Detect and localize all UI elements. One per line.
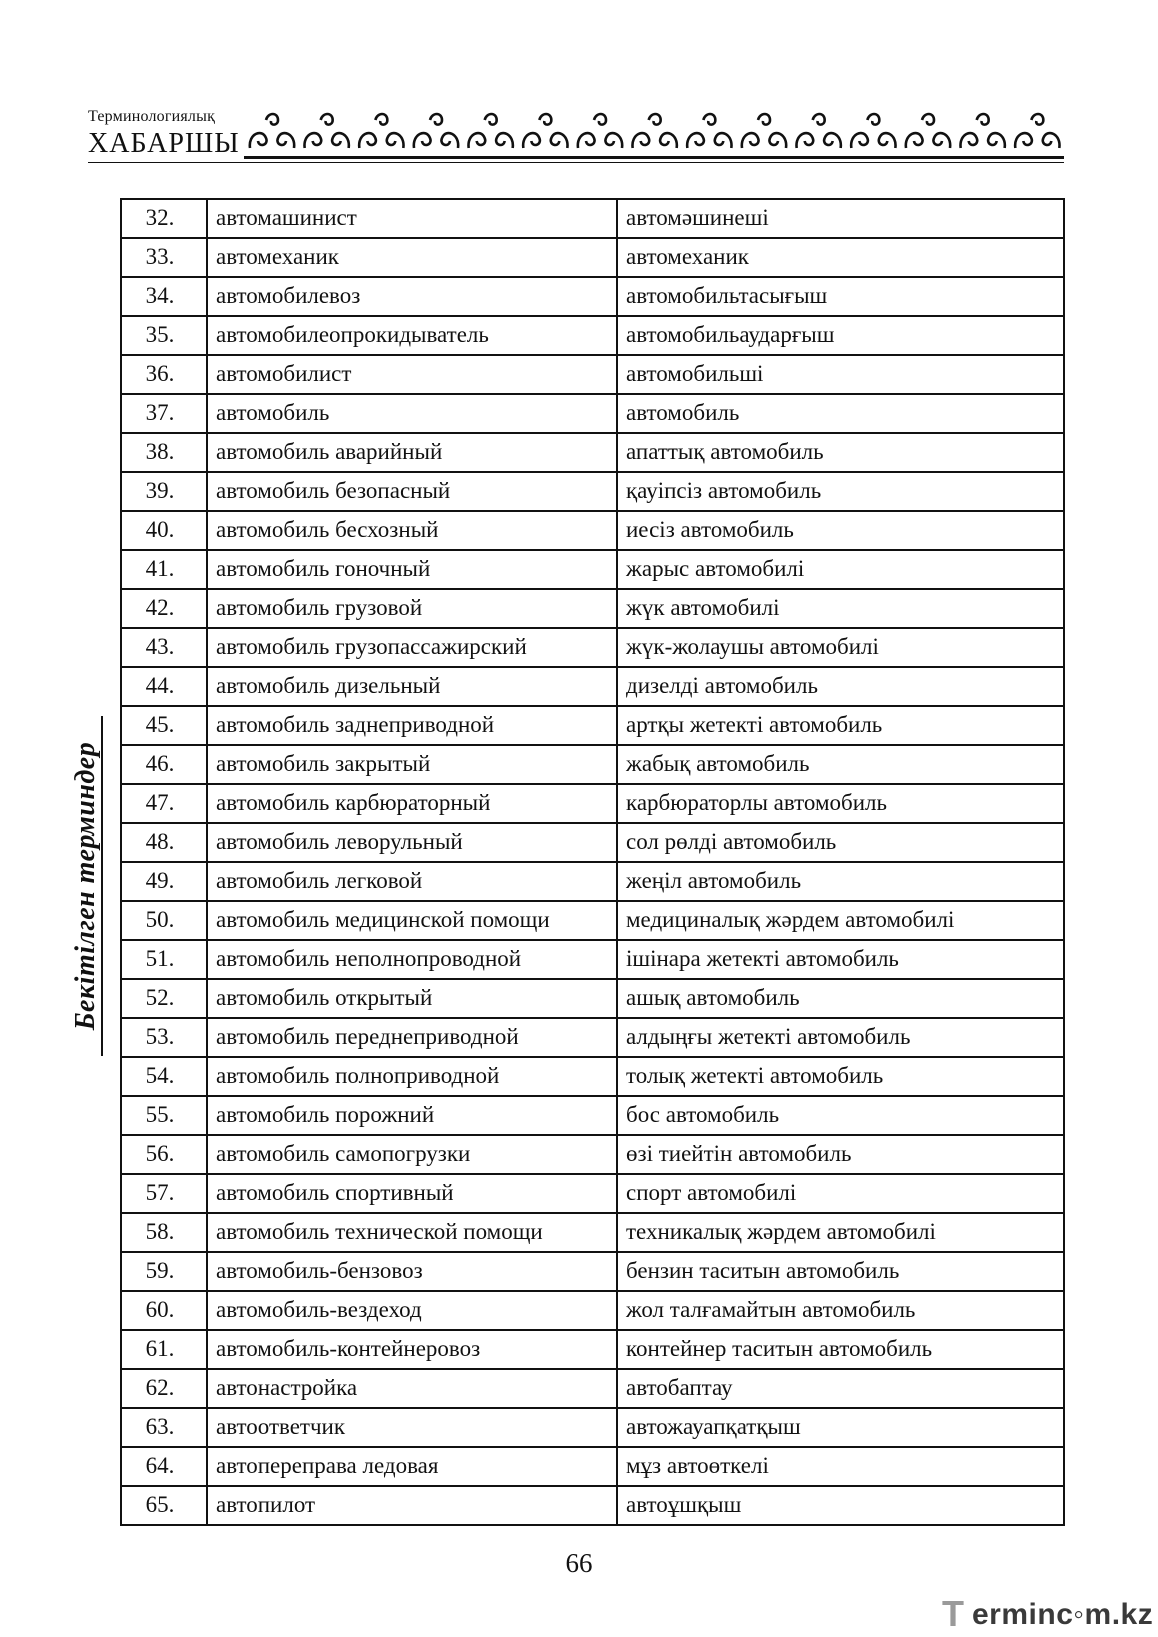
table-row: [121, 550, 1064, 589]
term-number: 35.: [121, 316, 207, 355]
ornament-motif: [796, 114, 840, 148]
term-russian: автопереправа ледовая: [207, 1447, 617, 1486]
table-row: [121, 940, 1064, 979]
table-row: [121, 1252, 1064, 1291]
term-russian: автомобиль: [207, 394, 617, 433]
term-kazakh: бос автомобиль: [617, 1096, 1064, 1135]
table-row: [121, 979, 1064, 1018]
term-russian: автомобиль грузопассажирский: [207, 628, 617, 667]
term-kazakh: толық жетекті автомобиль: [617, 1057, 1064, 1096]
header-title: ХАБАРШЫ: [88, 128, 240, 159]
term-russian: автомобиль дизельный: [207, 667, 617, 706]
term-russian: автомобиль леворульный: [207, 823, 617, 862]
term-russian: автонастройка: [207, 1369, 617, 1408]
term-kazakh: жүк-жолаушы автомобилі: [617, 628, 1064, 667]
term-kazakh: дизелді автомобиль: [617, 667, 1064, 706]
term-number: 63.: [121, 1408, 207, 1447]
term-kazakh: автомәшинеші: [617, 199, 1064, 238]
term-russian: автомобиль легковой: [207, 862, 617, 901]
watermark-text: erminc◦m.kz: [972, 1598, 1154, 1631]
table-row: [121, 1330, 1064, 1369]
term-number: 44.: [121, 667, 207, 706]
term-number: 33.: [121, 238, 207, 277]
term-russian: автомобиль аварийный: [207, 433, 617, 472]
term-number: 50.: [121, 901, 207, 940]
table-row: [121, 1369, 1064, 1408]
table-row: [121, 589, 1064, 628]
term-number: 40.: [121, 511, 207, 550]
table-row: [121, 1018, 1064, 1057]
ornament-motif: [304, 114, 348, 148]
term-number: 55.: [121, 1096, 207, 1135]
table-row: [121, 1291, 1064, 1330]
term-number: 56.: [121, 1135, 207, 1174]
ornament-motif: [414, 114, 458, 148]
ornament-motif: [468, 114, 512, 148]
table-row: [121, 433, 1064, 472]
term-kazakh: ашық автомобиль: [617, 979, 1064, 1018]
term-number: 37.: [121, 394, 207, 433]
terms-table: [120, 198, 1065, 1526]
table-row: [121, 745, 1064, 784]
table-row: [121, 1135, 1064, 1174]
table-row: [121, 1174, 1064, 1213]
term-russian: автомобиль самопогрузки: [207, 1135, 617, 1174]
ornament-motif: [578, 114, 622, 148]
watermark-initial: T: [942, 1593, 964, 1634]
table-row: [121, 628, 1064, 667]
header-rule-thin: [88, 162, 1064, 163]
term-number: 59.: [121, 1252, 207, 1291]
term-russian: автомобиль безопасный: [207, 472, 617, 511]
table-row: [121, 1213, 1064, 1252]
term-kazakh: техникалық жәрдем автомобилі: [617, 1213, 1064, 1252]
term-kazakh: жабық автомобиль: [617, 745, 1064, 784]
term-russian: автомобиль открытый: [207, 979, 617, 1018]
term-number: 64.: [121, 1447, 207, 1486]
term-number: 51.: [121, 940, 207, 979]
term-number: 34.: [121, 277, 207, 316]
ornament-motif: [687, 114, 731, 148]
term-kazakh: автомеханик: [617, 238, 1064, 277]
term-number: 57.: [121, 1174, 207, 1213]
term-number: 61.: [121, 1330, 207, 1369]
term-kazakh: спорт автомобилі: [617, 1174, 1064, 1213]
term-russian: автомобиль карбюраторный: [207, 784, 617, 823]
table-row: [121, 784, 1064, 823]
table-row: [121, 1096, 1064, 1135]
term-number: 36.: [121, 355, 207, 394]
term-number: 38.: [121, 433, 207, 472]
term-russian: автомобиль спортивный: [207, 1174, 617, 1213]
term-number: 62.: [121, 1369, 207, 1408]
term-kazakh: автомобиль: [617, 394, 1064, 433]
term-russian: автомобиль полноприводной: [207, 1057, 617, 1096]
table-row: [121, 199, 1064, 238]
term-number: 58.: [121, 1213, 207, 1252]
term-russian: автомобилист: [207, 355, 617, 394]
table-row: [121, 1408, 1064, 1447]
term-russian: автомобиль порожний: [207, 1096, 617, 1135]
term-kazakh: автомобильаударғыш: [617, 316, 1064, 355]
table-row: [121, 1057, 1064, 1096]
term-russian: автомобиль-бензовоз: [207, 1252, 617, 1291]
term-russian: автоответчик: [207, 1408, 617, 1447]
term-kazakh: жеңіл автомобиль: [617, 862, 1064, 901]
table-row: [121, 316, 1064, 355]
ornament-motif: [632, 114, 676, 148]
ornament-motif: [742, 114, 786, 148]
table-row: [121, 1447, 1064, 1486]
term-kazakh: автомобильші: [617, 355, 1064, 394]
table-row: [121, 667, 1064, 706]
term-kazakh: жол талғамайтын автомобиль: [617, 1291, 1064, 1330]
term-kazakh: контейнер таситын автомобиль: [617, 1330, 1064, 1369]
term-russian: автомобилевоз: [207, 277, 617, 316]
term-russian: автомашинист: [207, 199, 617, 238]
term-kazakh: бензин таситын автомобиль: [617, 1252, 1064, 1291]
term-number: 54.: [121, 1057, 207, 1096]
term-number: 60.: [121, 1291, 207, 1330]
ornament-border: [244, 108, 1064, 154]
ornament-motif: [523, 114, 567, 148]
ornament-motif: [1015, 114, 1059, 148]
term-russian: автомобиль гоночный: [207, 550, 617, 589]
term-russian: автомобиль переднеприводной: [207, 1018, 617, 1057]
table-row: [121, 862, 1064, 901]
term-number: 47.: [121, 784, 207, 823]
term-number: 49.: [121, 862, 207, 901]
term-number: 39.: [121, 472, 207, 511]
table-row: [121, 706, 1064, 745]
term-kazakh: қауіпсіз автомобиль: [617, 472, 1064, 511]
ornament-motif: [250, 114, 294, 148]
term-russian: автомобилеопрокидыватель: [207, 316, 617, 355]
term-kazakh: апаттық автомобиль: [617, 433, 1064, 472]
table-row: [121, 238, 1064, 277]
ornament-motif: [851, 114, 895, 148]
term-kazakh: ішінара жетекті автомобиль: [617, 940, 1064, 979]
table-row: [121, 823, 1064, 862]
term-number: 32.: [121, 199, 207, 238]
term-number: 43.: [121, 628, 207, 667]
term-kazakh: автоұшқыш: [617, 1486, 1064, 1525]
term-kazakh: медициналық жәрдем автомобилі: [617, 901, 1064, 940]
term-russian: автомобиль заднеприводной: [207, 706, 617, 745]
ornament-motif: [906, 114, 950, 148]
term-russian: автомобиль медицинской помощи: [207, 901, 617, 940]
table-row: [121, 511, 1064, 550]
table-row: [121, 901, 1064, 940]
term-kazakh: өзі тиейтін автомобиль: [617, 1135, 1064, 1174]
term-russian: автомобиль неполнопроводной: [207, 940, 617, 979]
term-kazakh: алдыңғы жетекті автомобиль: [617, 1018, 1064, 1057]
term-russian: автомобиль-вездеход: [207, 1291, 617, 1330]
term-number: 42.: [121, 589, 207, 628]
table-row: [121, 1486, 1064, 1525]
term-kazakh: жүк автомобилі: [617, 589, 1064, 628]
ornament-motif: [359, 114, 403, 148]
term-kazakh: иесіз автомобиль: [617, 511, 1064, 550]
terms-table-body: [121, 199, 1064, 1525]
site-watermark: [942, 1594, 1152, 1634]
term-number: 46.: [121, 745, 207, 784]
term-russian: автомобиль закрытый: [207, 745, 617, 784]
term-russian: автомобиль-контейнеровоз: [207, 1330, 617, 1369]
side-rule: [101, 716, 103, 1056]
term-russian: автомеханик: [207, 238, 617, 277]
term-kazakh: мұз автоөткелі: [617, 1447, 1064, 1486]
side-label-text: Бекітілген терминдер: [70, 741, 101, 1031]
term-number: 65.: [121, 1486, 207, 1525]
term-kazakh: автомобильтасығыш: [617, 277, 1064, 316]
table-row: [121, 277, 1064, 316]
term-russian: автомобиль технической помощи: [207, 1213, 617, 1252]
page-header: [88, 108, 1064, 164]
term-russian: автомобиль грузовой: [207, 589, 617, 628]
term-number: 53.: [121, 1018, 207, 1057]
table-row: [121, 355, 1064, 394]
term-kazakh: автожауапқатқыш: [617, 1408, 1064, 1447]
term-number: 48.: [121, 823, 207, 862]
ornament-motif: [960, 114, 1004, 148]
term-kazakh: сол рөлді автомобиль: [617, 823, 1064, 862]
term-kazakh: жарыс автомобилі: [617, 550, 1064, 589]
term-number: 41.: [121, 550, 207, 589]
header-subtitle: Терминологиялық: [88, 108, 216, 125]
header-rule: [244, 156, 1064, 159]
term-russian: автопилот: [207, 1486, 617, 1525]
term-number: 45.: [121, 706, 207, 745]
table-row: [121, 394, 1064, 433]
term-kazakh: карбюраторлы автомобиль: [617, 784, 1064, 823]
table-row: [121, 472, 1064, 511]
term-number: 52.: [121, 979, 207, 1018]
term-kazakh: артқы жетекті автомобиль: [617, 706, 1064, 745]
term-kazakh: автобаптау: [617, 1369, 1064, 1408]
term-russian: автомобиль бесхозный: [207, 511, 617, 550]
page-number: 66: [565, 1548, 593, 1578]
